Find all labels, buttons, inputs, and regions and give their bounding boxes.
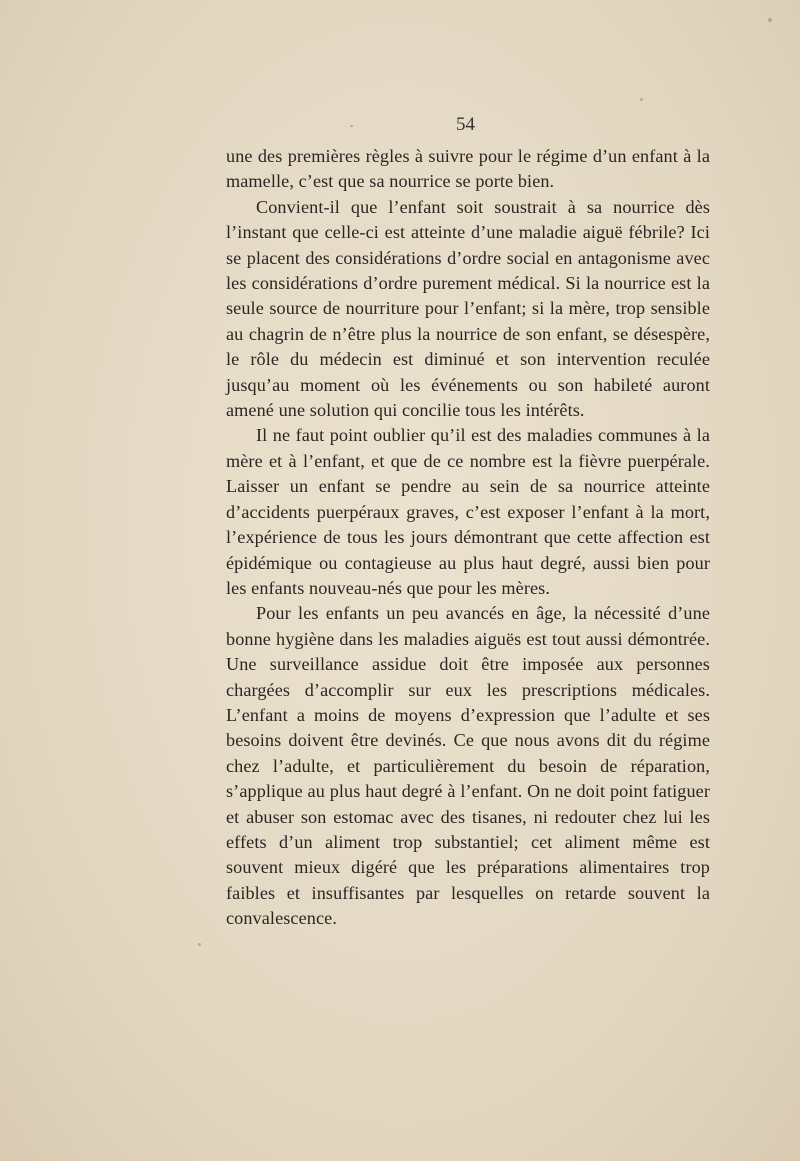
paper-speck <box>350 125 353 127</box>
paragraph-1: une des premières règles à suivre pour le régime d’un enfant à la mamelle, c’est que sa nourrice se porte bien. <box>226 146 710 192</box>
paper-speck <box>768 18 772 22</box>
body-text <box>226 144 710 932</box>
paper-speck <box>640 98 643 101</box>
paper-speck <box>198 943 201 946</box>
paragraph-4: Pour les enfants un peu avancés en âge, la nécessité d’une bonne hygiène dans les maladies aiguës est tout aussi démontrée. Une surveillance assidue doit être imposée aux personnes chargées d’accomplir sur eux les prescriptions médicales. L’enfant a moins de moyens d’expression que l’adulte et ses besoins doivent être devinés. Ce que nous avons dit du régime chez l’adulte, et particulièrement du besoin de réparation, s’applique au plus haut degré à l’enfant. On ne doit point fatiguer et abuser son estomac avec des tisanes, ni redouter chez lui les effets d’un aliment trop substantiel; cet aliment même est souvent mieux digéré que les préparations alimentaires trop faibles et insuffisantes par lesquelles on retarde souvent la convalescence. <box>226 603 710 929</box>
paragraph-3: Il ne faut point oublier qu’il est des maladies communes à la mère et à l’enfant, et que de ce nombre est la fièvre puerpérale. Laisser un enfant se pendre au sein de sa nourrice atteinte d’accidents puerpéraux graves, c’est exposer l’enfant à la mort, l’expérience de tous les jours démontrant que cette affection est épidémique ou contagieuse au plus haut degré, aussi bien pour les enfants nouveau-nés que pour les mères. <box>226 425 710 598</box>
page-number: 54 <box>456 114 475 135</box>
paragraph-2: Convient-il que l’enfant soit soustrait à sa nourrice dès l’instant que celle-ci est atteinte d’une maladie aiguë fébrile? Ici se placent des considérations d’ordre social en antagonisme avec les considérations d’ordre purement médical. Si la nourrice est la seule source de nourriture pour l’enfant; si la mère, trop sensible au chagrin de n’être plus la nourrice de son enfant, se désespère, le rôle du médecin est diminué et son intervention reculée jusqu’au moment où les événements ou son habileté auront amené une solution qui concilie tous les intérêts. <box>226 196 710 421</box>
